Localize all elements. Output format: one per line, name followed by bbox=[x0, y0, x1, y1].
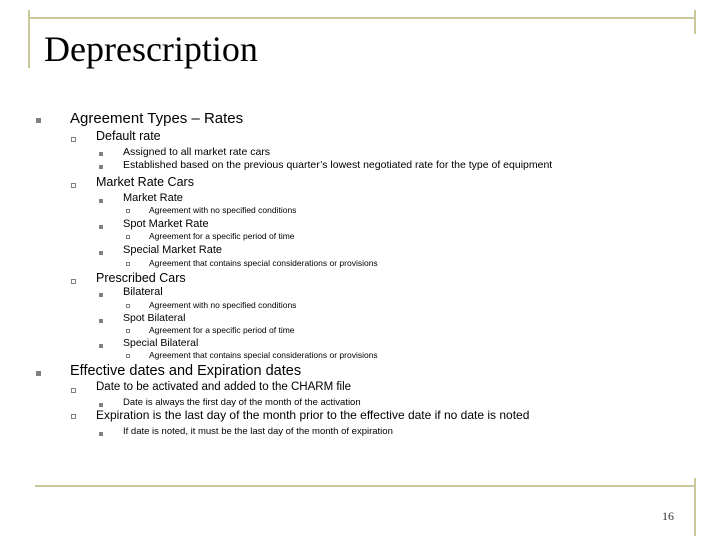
market-rate-label: Market Rate bbox=[123, 192, 183, 204]
bullet-hollow-icon bbox=[126, 354, 130, 358]
bullet-hollow-icon bbox=[126, 235, 130, 239]
bullet-square-icon bbox=[99, 319, 103, 323]
bullet-square-icon bbox=[36, 371, 41, 376]
heading-agreement-types: Agreement Types – Rates bbox=[70, 110, 244, 127]
slide-title: Deprescription bbox=[44, 29, 258, 69]
bullet-hollow-icon bbox=[71, 137, 76, 142]
bullet-hollow-icon bbox=[126, 262, 130, 266]
bullet-square-icon bbox=[99, 199, 103, 203]
bullet-hollow-icon bbox=[126, 329, 130, 333]
bullet-hollow-icon bbox=[71, 388, 76, 393]
bullet-hollow-icon bbox=[126, 304, 130, 308]
page-number: 16 bbox=[662, 509, 674, 523]
spot-market-rate-label: Spot Market Rate bbox=[123, 218, 209, 230]
special-market-rate-detail: Agreement that contains special considerations or provisions bbox=[149, 258, 378, 268]
bullet-hollow-icon bbox=[126, 209, 130, 213]
subheading-market-rate-cars: Market Rate Cars bbox=[96, 175, 194, 189]
bullet-square-icon bbox=[99, 344, 103, 348]
bullet-square-icon bbox=[99, 403, 103, 407]
bullet-square-icon bbox=[99, 165, 103, 169]
right-rule-bottom bbox=[694, 478, 696, 536]
top-rule bbox=[28, 17, 695, 19]
bullet-hollow-icon bbox=[71, 183, 76, 188]
heading-effective-dates: Effective dates and Expiration dates bbox=[70, 363, 302, 379]
spot-bilateral-detail: Agreement for a specific period of time bbox=[149, 325, 295, 335]
default-rate-item: Assigned to all market rate cars bbox=[123, 146, 271, 158]
subheading-default-rate: Default rate bbox=[96, 129, 161, 143]
bilateral-detail: Agreement with no specified conditions bbox=[149, 300, 297, 310]
activation-detail: Date is always the first day of the month of the activation bbox=[123, 397, 361, 408]
bullet-hollow-icon bbox=[71, 414, 76, 419]
special-market-rate-label: Special Market Rate bbox=[123, 244, 223, 256]
activation-label: Date to be activated and added to the CHARM file bbox=[96, 381, 352, 393]
bilateral-label: Bilateral bbox=[123, 286, 163, 298]
market-rate-detail: Agreement with no specified conditions bbox=[149, 205, 297, 215]
bullet-hollow-icon bbox=[71, 279, 76, 284]
bullet-square-icon bbox=[36, 118, 41, 123]
bullet-square-icon bbox=[99, 251, 103, 255]
bullet-square-icon bbox=[99, 432, 103, 436]
spot-market-rate-detail: Agreement for a specific period of time bbox=[149, 231, 295, 241]
subheading-prescribed-cars: Prescribed Cars bbox=[96, 271, 186, 285]
special-bilateral-detail: Agreement that contains special considerations or provisions bbox=[149, 350, 378, 360]
right-rule-top bbox=[694, 10, 696, 34]
spot-bilateral-label: Spot Bilateral bbox=[123, 312, 186, 324]
special-bilateral-label: Special Bilateral bbox=[123, 337, 199, 349]
bullet-square-icon bbox=[99, 152, 103, 156]
default-rate-item: Established based on the previous quarter’s lowest negotiated rate for the type of equipment bbox=[123, 159, 553, 171]
expiration-detail: If date is noted, it must be the last day of the month of expiration bbox=[123, 426, 393, 437]
bottom-rule bbox=[35, 485, 695, 487]
bullet-square-icon bbox=[99, 293, 103, 297]
bullet-square-icon bbox=[99, 225, 103, 229]
expiration-label: Expiration is the last day of the month prior to the effective date if no date is noted bbox=[96, 408, 530, 422]
